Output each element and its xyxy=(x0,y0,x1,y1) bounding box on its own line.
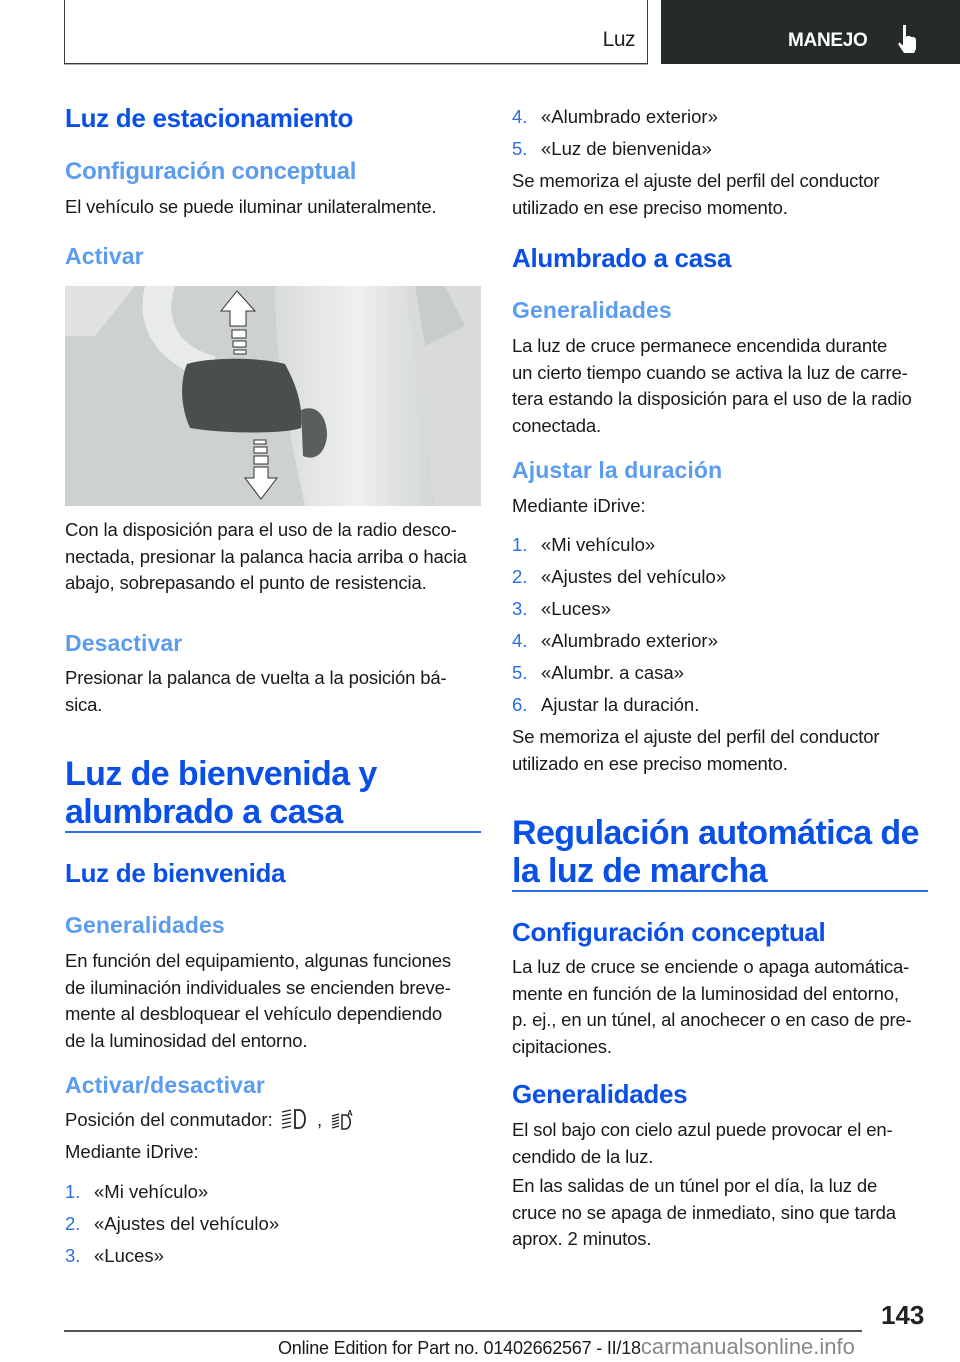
subheading-duration: Ajustar la duración xyxy=(512,457,723,483)
text-line: cruce no se apaga de inmediato, sino que tarda xyxy=(512,1201,896,1223)
running-header-box xyxy=(64,0,648,64)
switch-position-label: Posición del conmutador: xyxy=(65,1109,273,1130)
footer-edition xyxy=(278,1334,855,1360)
chapter-tab-label: MANEJO xyxy=(788,30,868,51)
step-text: «Alumbrado exterior» xyxy=(541,630,718,651)
auto-headlight-icon xyxy=(329,1108,359,1130)
text-line: El sol bajo con cielo azul puede provocar el en- xyxy=(512,1119,893,1140)
svg-text:A: A xyxy=(347,1109,354,1118)
idrive-label: Mediante iDrive: xyxy=(65,1141,199,1162)
step-text: «Luz de bienvenida» xyxy=(541,138,712,159)
step-text: «Luces» xyxy=(94,1245,164,1266)
step-item xyxy=(512,596,611,622)
text-line: abajo, sobrepasando el punto de resistencia. xyxy=(65,572,427,593)
heading-divider xyxy=(512,890,928,892)
step-text: «Mi vehículo» xyxy=(541,534,656,555)
step-text: «Mi vehículo» xyxy=(94,1181,209,1202)
step-item xyxy=(512,136,712,162)
step-item xyxy=(512,660,684,686)
subheading-on-off: Activar/desactivar xyxy=(65,1072,265,1098)
heading-line: Regulación automática de xyxy=(512,814,919,852)
step-text: «Alumbr. a casa» xyxy=(541,662,684,683)
text-line: La luz de cruce se enciende o apaga automática- xyxy=(512,956,910,977)
idrive-label: Mediante iDrive: xyxy=(512,495,646,516)
text-line: de iluminación individuales se encienden breve- xyxy=(65,976,451,998)
text-line: utilizado en ese preciso momento. xyxy=(512,752,788,774)
low-beam-icon xyxy=(280,1108,310,1130)
heading-parking-light: Luz de estacionamiento xyxy=(65,103,354,133)
text-line: Se memoriza el ajuste del perfil del conductor xyxy=(512,170,880,191)
heading-home-light: Alumbrado a casa xyxy=(512,243,732,273)
text-line: conectada. xyxy=(512,414,602,436)
text-line: de la luminosidad del entorno. xyxy=(65,1029,308,1051)
text-line: sica. xyxy=(65,693,103,715)
step-item xyxy=(512,628,718,654)
subheading-concept: Configuración conceptual xyxy=(65,158,357,185)
turn-signal-stalk-image xyxy=(65,286,481,506)
step-item xyxy=(65,1179,208,1205)
step-item xyxy=(65,1211,279,1237)
paragraph-auto-concept xyxy=(512,954,932,1060)
text-line: utilizado en ese preciso momento. xyxy=(512,196,788,218)
step-item xyxy=(65,1243,164,1269)
step-number: 6. xyxy=(512,694,528,715)
step-number: 3. xyxy=(512,598,528,619)
text-line: tera estando la disposición para el uso de la radio xyxy=(512,388,912,409)
page-number: 143 xyxy=(881,1300,925,1330)
step-number: 2. xyxy=(512,566,528,587)
stalk-illustration xyxy=(65,286,481,506)
subheading-general: Generalidades xyxy=(65,912,225,938)
step-item xyxy=(512,564,726,590)
switch-position-line xyxy=(65,1107,361,1133)
section-label: Luz xyxy=(602,28,635,51)
text-line: En las salidas de un túnel por el día, la luz de xyxy=(512,1175,878,1196)
heading-line: la luz de marcha xyxy=(512,852,767,890)
subheading-home-general: Generalidades xyxy=(512,297,672,323)
text-line: p. ej., en un túnel, al anochecer o en caso de pre- xyxy=(512,1009,912,1030)
step-item xyxy=(512,104,718,130)
text-line: cendido de la luz. xyxy=(512,1145,654,1167)
subheading-activate: Activar xyxy=(65,243,144,269)
text-line: Presionar la palanca de vuelta a la posición bá- xyxy=(65,667,447,688)
step-text: «Alumbrado exterior» xyxy=(541,106,718,127)
step-number: 2. xyxy=(65,1213,81,1234)
paragraph-auto-general-1 xyxy=(512,1117,932,1170)
step-text: «Ajustes del vehículo» xyxy=(94,1213,280,1234)
step-number: 4. xyxy=(512,630,528,651)
paragraph-deactivate xyxy=(65,665,485,718)
paragraph-memo-1 xyxy=(512,168,932,221)
text-line: cipitaciones. xyxy=(512,1035,612,1057)
step-number: 4. xyxy=(512,106,528,127)
step-number: 1. xyxy=(65,1181,81,1202)
chapter-heading-auto-headlight xyxy=(512,814,928,890)
step-text: «Luces» xyxy=(541,598,611,619)
footer-divider xyxy=(64,1330,862,1332)
text-line: La luz de cruce permanece encendida durante xyxy=(512,335,888,356)
step-number: 1. xyxy=(512,534,528,555)
heading-welcome-light: Luz de bienvenida xyxy=(65,858,286,888)
paragraph-home-general xyxy=(512,333,932,439)
heading-divider xyxy=(65,831,481,833)
step-item xyxy=(512,532,655,558)
paragraph-general xyxy=(65,948,485,1054)
step-text: Ajustar la duración. xyxy=(541,694,700,715)
chapter-tab[interactable] xyxy=(661,0,960,64)
heading-auto-concept: Configuración conceptual xyxy=(512,917,826,947)
paragraph-activate xyxy=(65,517,485,597)
heading-line: Luz de bienvenida y xyxy=(65,755,377,793)
paragraph-concept: El vehículo se puede iluminar unilateralmente. xyxy=(65,196,437,217)
text-line: aprox. 2 minutos. xyxy=(512,1228,652,1249)
pointing-hand-icon xyxy=(897,24,919,54)
step-text: «Ajustes del vehículo» xyxy=(541,566,727,587)
step-number: 3. xyxy=(65,1245,81,1266)
step-number: 5. xyxy=(512,138,528,159)
watermark-link[interactable]: carmanualsonline.info xyxy=(640,1334,855,1359)
heading-auto-general: Generalidades xyxy=(512,1079,688,1109)
text-line: Con la disposición para el uso de la radio desco- xyxy=(65,519,457,540)
step-number: 5. xyxy=(512,662,528,683)
edition-text: Online Edition for Part no. 01402662567 - II/18 xyxy=(278,1338,641,1358)
separator: , xyxy=(317,1109,323,1130)
chapter-heading-welcome-home xyxy=(65,755,481,831)
text-line: Se memoriza el ajuste del perfil del conductor xyxy=(512,726,880,747)
text-line: En función del equipamiento, algunas funciones xyxy=(65,950,451,971)
paragraph-memo-2 xyxy=(512,724,932,777)
text-line: mente en función de la luminosidad del entorno, xyxy=(512,982,899,1004)
heading-line: alumbrado a casa xyxy=(65,793,343,831)
text-line: nectada, presionar la palanca hacia arriba o hacia xyxy=(65,545,467,567)
text-line: un cierto tiempo cuando se activa la luz de carre- xyxy=(512,361,908,383)
step-item xyxy=(512,692,699,718)
paragraph-auto-general-2 xyxy=(512,1173,932,1253)
subheading-deactivate: Desactivar xyxy=(65,630,183,656)
text-line: mente al desbloquear el vehículo dependiendo xyxy=(65,1003,443,1024)
